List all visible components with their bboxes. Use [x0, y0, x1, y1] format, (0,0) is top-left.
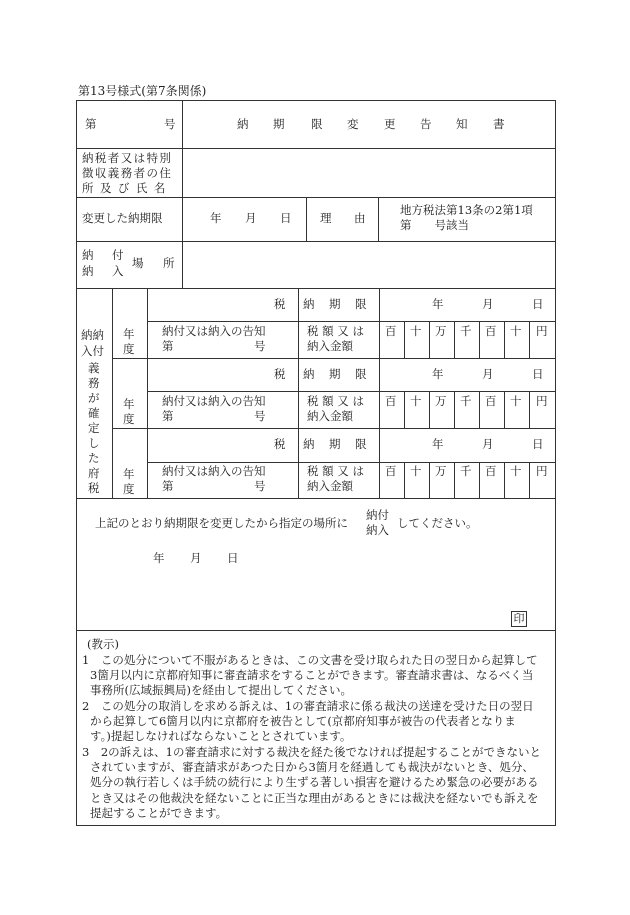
title-char: 期: [273, 117, 285, 131]
rule: [147, 321, 555, 322]
tax-deadline-change-notice-form: [76, 100, 556, 826]
amount-label: 納入金額: [307, 339, 353, 353]
unit-label: 千: [460, 464, 472, 478]
noki-char: 限: [355, 297, 367, 311]
noki-char: 期: [329, 297, 341, 311]
side-label-char: 務: [88, 376, 100, 390]
notes-line: 2 この処分の取消しを求める訴えは、1の審査請求に係る裁決の送達を受けた日の翌日: [82, 699, 534, 713]
title-char: 限: [311, 117, 323, 131]
unit-label: 百: [385, 324, 397, 338]
form-number-label: 第13号様式(第7条関係): [78, 84, 207, 98]
noki-char: 納: [303, 437, 315, 451]
zei-label: 税: [274, 367, 286, 381]
address-label-line: 所 及 び 氏 名: [82, 181, 167, 195]
side-label-top: 納納: [81, 328, 104, 342]
side-label-char: 定: [88, 421, 100, 435]
place-label-char: 付: [112, 248, 124, 262]
notes-line: 処分の執行若しくは手続の続行により生ずる著しい損害を避けるため緊急の必要がある: [90, 775, 539, 789]
notes-line: から起算して6箇月以内に京都府を被告として(京都府知事が被告の代表者となりま: [90, 714, 516, 728]
notes-line: 事務所(広域振興局)を経由して提出してください。: [90, 683, 352, 697]
side-label-char: 府: [88, 466, 100, 480]
unit-label: 円: [536, 324, 548, 338]
number-suffix: 号: [164, 117, 176, 131]
unit-label: 円: [536, 464, 548, 478]
date-day: 日: [227, 551, 239, 565]
address-label-line: 納税者又は特別: [82, 151, 173, 165]
reason-text-line: 第 号該当: [400, 218, 469, 232]
notes-line: 3 2の訴えは、1の審査請求に対する裁決を経た後でなければ提起することができないと: [82, 745, 541, 759]
unit-label: 十: [510, 324, 522, 338]
seal-mark: 印: [511, 611, 527, 627]
unit-label: 万: [435, 464, 447, 478]
unit-label: 千: [460, 394, 472, 408]
date-month: 月: [482, 437, 494, 451]
rule: [112, 358, 555, 359]
unit-label: 百: [385, 394, 397, 408]
title-char: 書: [493, 117, 505, 131]
date-day: 日: [280, 211, 292, 225]
date-year: 年: [153, 551, 165, 565]
rule: [298, 288, 299, 498]
side-label-char: た: [88, 451, 100, 465]
rule: [147, 462, 555, 463]
unit-label: 百: [485, 324, 497, 338]
nendo-char: 度: [123, 342, 135, 356]
changed-deadline-label: 変更した納期限: [82, 211, 163, 225]
date-month: 月: [482, 297, 494, 311]
rule: [378, 197, 379, 241]
notice-label: 第 号: [162, 339, 266, 353]
rule: [77, 498, 555, 499]
date-day: 日: [532, 367, 544, 381]
zei-label: 税: [274, 297, 286, 311]
title-char: 納: [237, 117, 249, 131]
rule: [379, 288, 380, 498]
notes-line: 提起することができます。: [90, 806, 228, 820]
amount-label: 税 額 又 は: [307, 394, 364, 408]
message-text: してください。: [397, 516, 478, 530]
date-day: 日: [532, 437, 544, 451]
amount-label: 税 額 又 は: [307, 324, 364, 338]
unit-label: 百: [385, 464, 397, 478]
noki-char: 納: [303, 367, 315, 381]
unit-label: 円: [536, 394, 548, 408]
place-label-char: 納: [82, 248, 94, 262]
place-label-char: 納: [82, 264, 94, 278]
date-year: 年: [432, 297, 444, 311]
unit-label: 百: [485, 394, 497, 408]
title-char: 告: [420, 117, 432, 131]
rule: [112, 288, 113, 498]
rule: [147, 391, 555, 392]
message-stack: 納付: [366, 508, 389, 522]
unit-label: 十: [410, 464, 422, 478]
number-prefix: 第: [85, 117, 97, 131]
side-label-char: 税: [88, 481, 100, 495]
notice-label: 納付又は納入の告知: [162, 324, 266, 338]
notice-label: 納付又は納入の告知: [162, 394, 266, 408]
date-year: 年: [432, 437, 444, 451]
rule: [147, 288, 148, 498]
rule: [77, 288, 555, 289]
nendo-char: 度: [123, 412, 135, 426]
rule: [77, 197, 555, 198]
unit-label: 千: [460, 324, 472, 338]
notice-label: 第 号: [162, 479, 266, 493]
side-label-char: が: [88, 391, 100, 405]
reason-label-char: 由: [354, 211, 366, 225]
rule: [77, 148, 555, 149]
message-text: 上記のとおり納期限を変更したから指定の場所に: [95, 516, 348, 530]
unit-label: 百: [485, 464, 497, 478]
side-label-char: 確: [88, 406, 100, 420]
date-year: 年: [432, 367, 444, 381]
noki-char: 期: [329, 367, 341, 381]
side-label-char: し: [88, 436, 100, 450]
date-day: 日: [532, 297, 544, 311]
notes-line: す。)提起しなければならないこととされています。: [90, 729, 352, 743]
side-label-char: 義: [88, 361, 100, 375]
unit-label: 万: [435, 324, 447, 338]
amount-label: 納入金額: [307, 409, 353, 423]
date-month: 月: [190, 551, 202, 565]
unit-label: 万: [435, 394, 447, 408]
noki-char: 限: [355, 437, 367, 451]
notes-line: とき又はその他裁決を経ないことに正当な理由があるときには裁決を経ないでも訴えを: [90, 791, 539, 805]
amount-label: 納入金額: [307, 479, 353, 493]
rule: [182, 241, 183, 288]
rule: [112, 428, 555, 429]
address-label-line: 徴収義務者の住: [82, 166, 173, 180]
title-char: 知: [456, 117, 468, 131]
amount-label: 税 額 又 は: [307, 464, 364, 478]
noki-char: 限: [355, 367, 367, 381]
date-month: 月: [245, 211, 257, 225]
notes-line: 3箇月以内に京都府知事に審査請求をすることができます。審査請求書は、なるべく当: [90, 668, 534, 682]
reason-text-line: 地方税法第13条の2第1項: [400, 203, 533, 217]
nendo-char: 年: [123, 397, 135, 411]
notes-heading: (教示): [87, 637, 119, 651]
nendo-char: 度: [123, 482, 135, 496]
unit-label: 十: [410, 324, 422, 338]
zei-label: 税: [274, 437, 286, 451]
date-month: 月: [482, 367, 494, 381]
title-char: 更: [384, 117, 396, 131]
nendo-char: 年: [123, 467, 135, 481]
notes-line: 1 この処分について不服があるときは、この文書を受け取られた日の翌日から起算して: [82, 653, 538, 667]
noki-char: 納: [303, 297, 315, 311]
notice-label: 納付又は納入の告知: [162, 464, 266, 478]
place-label-char: 場: [132, 256, 144, 270]
reason-label-char: 理: [320, 211, 332, 225]
notice-label: 第 号: [162, 409, 266, 423]
unit-label: 十: [510, 394, 522, 408]
notes-line: されていますが、審査請求があつた日から3箇月を経過しても裁決がないとき、処分、: [90, 760, 534, 774]
rule: [77, 630, 555, 631]
date-year: 年: [210, 211, 222, 225]
noki-char: 期: [329, 437, 341, 451]
unit-label: 十: [510, 464, 522, 478]
message-stack: 納入: [366, 523, 389, 537]
rule: [77, 241, 555, 242]
rule: [306, 197, 307, 241]
nendo-char: 年: [123, 327, 135, 341]
side-label-top: 入付: [81, 344, 104, 358]
title-char: 変: [347, 117, 359, 131]
place-label-char: 所: [163, 256, 175, 270]
place-label-char: 入: [112, 264, 124, 278]
unit-label: 十: [410, 394, 422, 408]
